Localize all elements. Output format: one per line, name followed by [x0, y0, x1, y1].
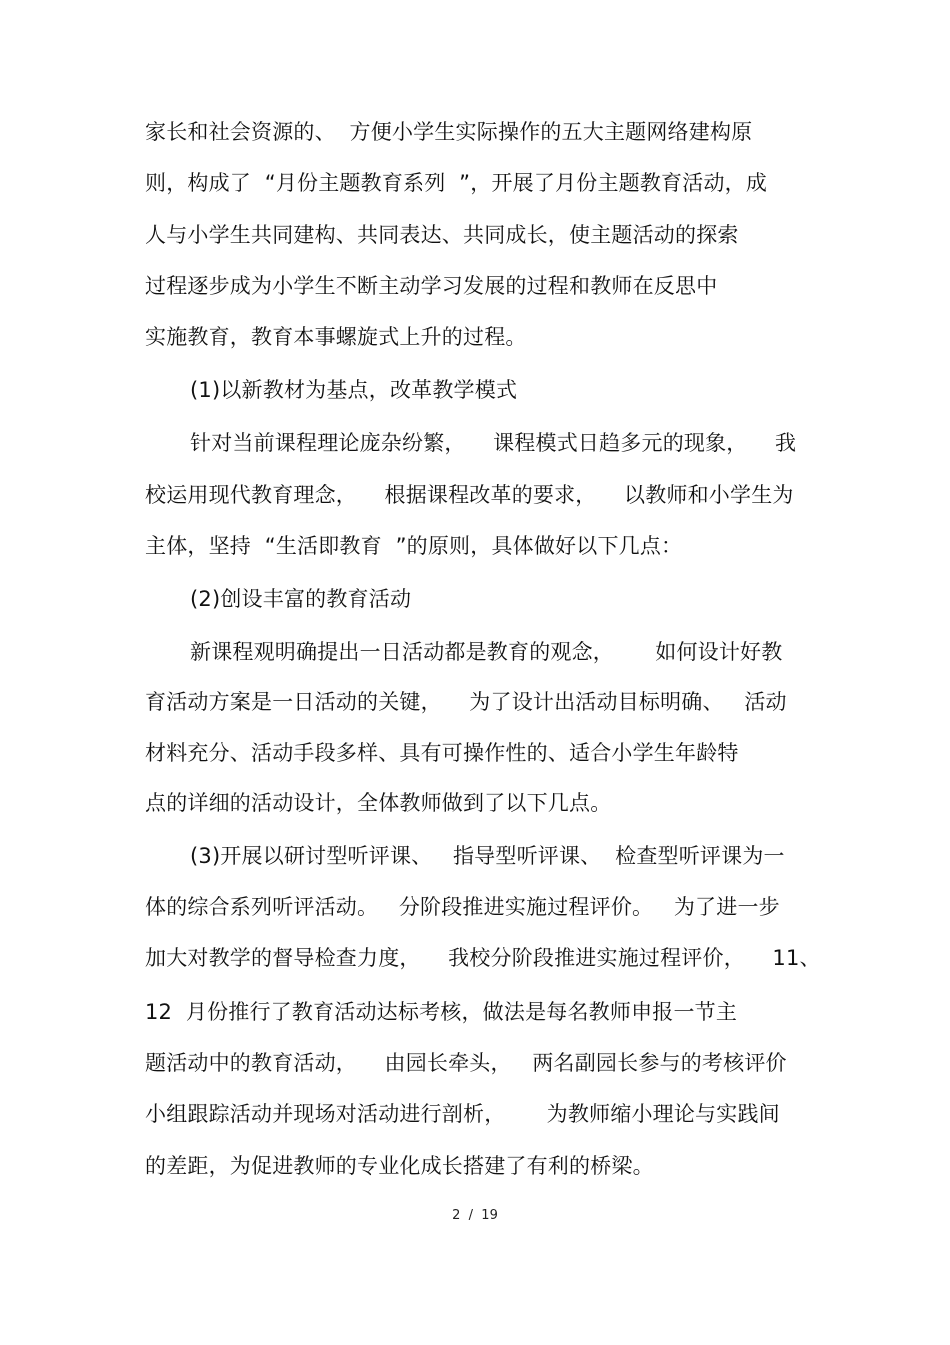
paragraph-line: 点的详细的活动设计，全体教师做到了以下几点。	[145, 791, 612, 815]
page-number: 2 / 19	[452, 1208, 498, 1223]
paragraph-line: 育活动方案是一日活动的关键， 为了设计出活动目标明确、 活动	[145, 690, 787, 714]
section-heading: (3)开展以研讨型听评课、 指导型听评课、 检查型听评课为一	[190, 844, 785, 868]
paragraph-line: 针对当前课程理论庞杂纷繁， 课程模式日趋多元的现象， 我	[190, 431, 797, 455]
section-heading: (2)创设丰富的教育活动	[190, 587, 412, 611]
paragraph-line: 材料充分、活动手段多样、具有可操作性的、适合小学生年龄特	[145, 741, 739, 765]
paragraph-line: 则，构成了 “月份主题教育系列 ”，开展了月份主题教育活动，成	[145, 171, 768, 195]
paragraph-line: 校运用现代教育理念， 根据课程改革的要求， 以教师和小学生为	[145, 483, 794, 507]
paragraph-line: 小组跟踪活动并现场对活动进行剖析， 为教师缩小理论与实践间	[145, 1102, 780, 1126]
paragraph-line: 新课程观明确提出一日活动都是教育的观念， 如何设计好教	[190, 640, 783, 664]
paragraph-line: 过程逐步成为小学生不断主动学习发展的过程和教师在反思中	[145, 274, 718, 298]
paragraph-line: 家长和社会资源的、 方便小学生实际操作的五大主题网络建构原	[145, 120, 753, 144]
paragraph-line: 主体，坚持 “生活即教育 ”的原则，具体做好以下几点：	[145, 534, 683, 558]
paragraph-line: 加大对教学的督导检查力度， 我校分阶段推进实施过程评价， 11、	[145, 946, 821, 970]
paragraph-line: 12 月份推行了教育活动达标考核，做法是每名教师申报一节主	[145, 1000, 738, 1024]
section-heading: (1)以新教材为基点，改革教学模式	[190, 378, 518, 402]
paragraph-line: 体的综合系列听评活动。 分阶段推进实施过程评价。 为了进一步	[145, 895, 780, 919]
paragraph-line: 人与小学生共同建构、共同表达、共同成长，使主题活动的探索	[145, 223, 739, 247]
paragraph-line: 的差距，为促进教师的专业化成长搭建了有利的桥梁。	[145, 1154, 654, 1178]
paragraph-line: 实施教育，教育本事螺旋式上升的过程。	[145, 325, 527, 349]
paragraph-line: 题活动中的教育活动， 由园长牵头， 两名副园长参与的考核评价	[145, 1051, 787, 1075]
